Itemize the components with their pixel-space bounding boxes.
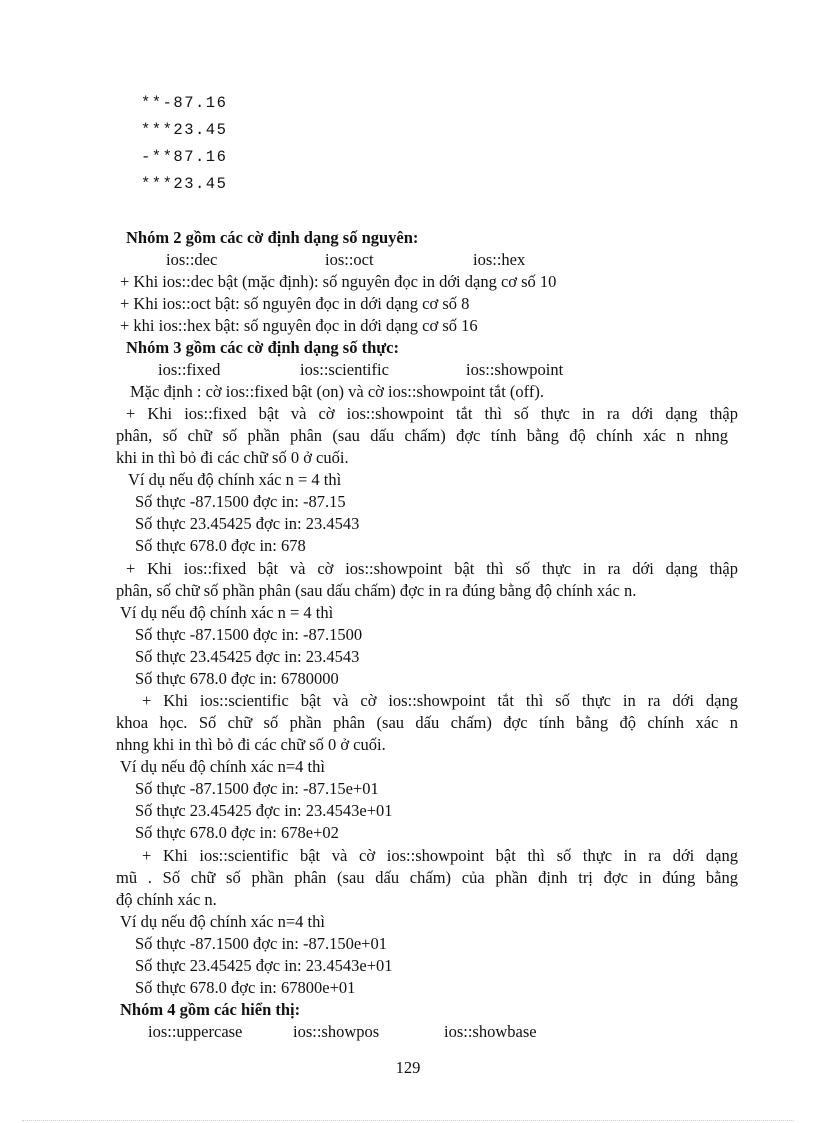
group4-flag-uppercase: ios::uppercase bbox=[148, 1022, 243, 1041]
group2-line: + Khi ios::dec bật (mặc định): số nguyên đọc in dới dạng cơ số 10 bbox=[120, 272, 557, 291]
group2-heading: Nhóm 2 gồm các cờ định dạng số nguyên: bbox=[126, 228, 419, 247]
case4-example-intro: Ví dụ nếu độ chính xác n=4 thì bbox=[120, 912, 325, 931]
group2-line: + khi ios::hex bật: số nguyên đọc in dới dạng cơ số 16 bbox=[120, 316, 478, 335]
case2-line: + Khi ios::fixed bật và cờ ios::showpoint bật thì số thực in ra dới dạng thập bbox=[126, 559, 738, 578]
group2-line: + Khi ios::oct bật: số nguyên đọc in dới dạng cơ số 8 bbox=[120, 294, 470, 313]
case3-example: Số thực 678.0 đợc in: 678e+02 bbox=[135, 823, 339, 842]
group3-flag-scientific: ios::scientific bbox=[300, 360, 389, 379]
group3-default-line: Mặc định : cờ ios::fixed bật (on) và cờ ios::showpoint tắt (off). bbox=[130, 382, 544, 401]
case2-example: Số thực -87.1500 đợc in: -87.1500 bbox=[135, 625, 363, 644]
footer-divider bbox=[22, 1120, 794, 1121]
group3-heading: Nhóm 3 gồm các cờ định dạng số thực: bbox=[126, 338, 399, 357]
group4-flag-showbase: ios::showbase bbox=[444, 1022, 537, 1041]
case1-example: Số thực -87.1500 đợc in: -87.15 bbox=[135, 492, 346, 511]
case4-line: + Khi ios::scientific bật và cờ ios::showpoint bật thì số thực in ra dới dạng bbox=[142, 846, 738, 865]
case4-example: Số thực 678.0 đợc in: 67800e+01 bbox=[135, 978, 356, 997]
case4-line: mũ . Số chữ số phần phân (sau dấu chấm) của phần định trị đợc in đúng bằng bbox=[116, 868, 738, 887]
code-output-line: **-87.16 bbox=[141, 94, 228, 112]
code-output-line: ***23.45 bbox=[141, 121, 228, 139]
case1-line: phân, số chữ số phần phân (sau dấu chấm) đợc tính bằng độ chính xác n nhng bbox=[116, 426, 728, 445]
case4-example: Số thực 23.45425 đợc in: 23.4543e+01 bbox=[135, 956, 393, 975]
group4-heading: Nhóm 4 gồm các hiển thị: bbox=[120, 1000, 301, 1019]
case3-example: Số thực 23.45425 đợc in: 23.4543e+01 bbox=[135, 801, 393, 820]
case2-example: Số thực 678.0 đợc in: 6780000 bbox=[135, 669, 339, 688]
case3-example-intro: Ví dụ nếu độ chính xác n=4 thì bbox=[120, 757, 325, 776]
group2-flag-dec: ios::dec bbox=[166, 250, 218, 269]
case1-example: Số thực 678.0 đợc in: 678 bbox=[135, 536, 306, 555]
group3-flag-fixed: ios::fixed bbox=[158, 360, 221, 379]
group2-flag-oct: ios::oct bbox=[325, 250, 374, 269]
case4-line: độ chính xác n. bbox=[116, 890, 217, 909]
case1-example: Số thực 23.45425 đợc in: 23.4543 bbox=[135, 514, 360, 533]
group2-flag-hex: ios::hex bbox=[473, 250, 526, 269]
case3-example: Số thực -87.1500 đợc in: -87.15e+01 bbox=[135, 779, 379, 798]
case4-example: Số thực -87.1500 đợc in: -87.150e+01 bbox=[135, 934, 387, 953]
case3-line: + Khi ios::scientific bật và cờ ios::showpoint tắt thì số thực in ra dới dạng bbox=[142, 691, 738, 710]
case2-line: phân, số chữ số phần phân (sau dấu chấm) đợc in ra đúng bằng độ chính xác n. bbox=[116, 581, 637, 600]
group4-flag-showpos: ios::showpos bbox=[293, 1022, 380, 1041]
case2-example-intro: Ví dụ nếu độ chính xác n = 4 thì bbox=[120, 603, 334, 622]
case1-example-intro: Ví dụ nếu độ chính xác n = 4 thì bbox=[128, 470, 342, 489]
group3-flag-showpoint: ios::showpoint bbox=[466, 360, 564, 379]
case3-line: nhng khi in thì bỏ đi các chữ số 0 ở cuối. bbox=[116, 735, 386, 754]
case2-example: Số thực 23.45425 đợc in: 23.4543 bbox=[135, 647, 360, 666]
case1-line: + Khi ios::fixed bật và cờ ios::showpoint tắt thì số thực in ra dới dạng thập bbox=[126, 404, 738, 423]
case1-line: khi in thì bỏ đi các chữ số 0 ở cuối. bbox=[116, 448, 349, 467]
code-output-line: ***23.45 bbox=[141, 175, 228, 193]
code-output-line: -**87.16 bbox=[141, 148, 228, 166]
case3-line: khoa học. Số chữ số phần phân (sau dấu chấm) đợc tính bằng độ chính xác n bbox=[116, 713, 738, 732]
page-number: 129 bbox=[395, 1058, 421, 1077]
